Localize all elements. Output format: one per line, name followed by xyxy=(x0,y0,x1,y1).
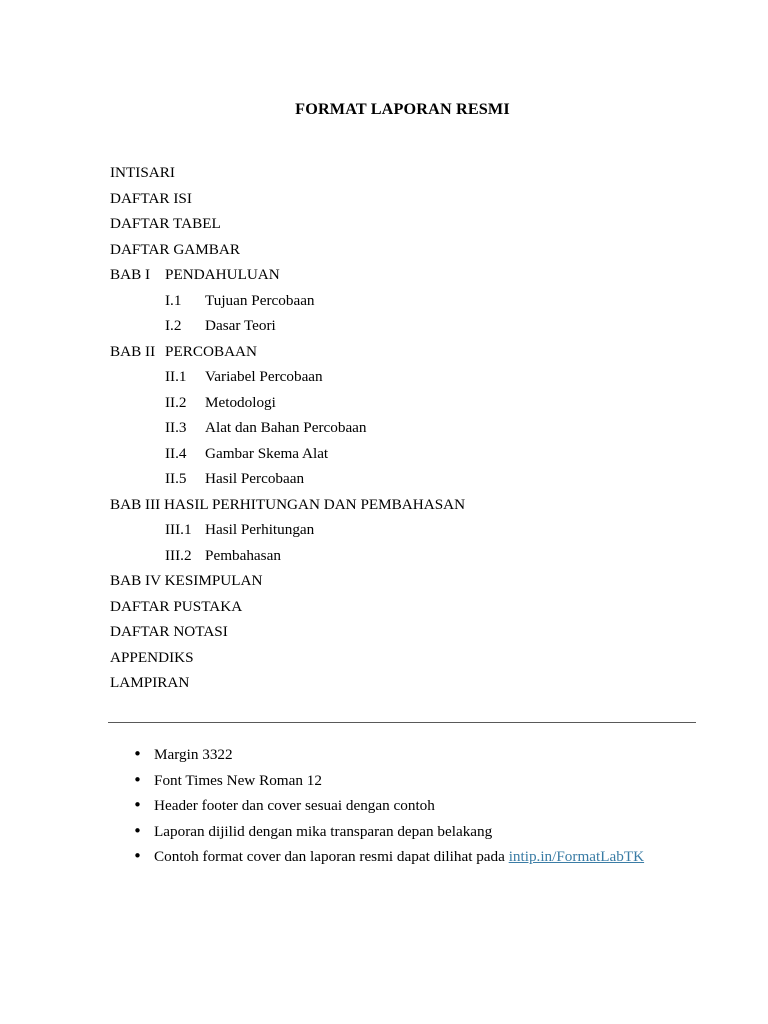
notes-bullet-list xyxy=(128,742,728,870)
toc-entry-title: Metodologi xyxy=(205,393,276,411)
toc-entry-title: Hasil Percobaan xyxy=(205,470,305,487)
toc-entry-text: BAB IV KESIMPULAN xyxy=(110,572,263,589)
bullet-icon: • xyxy=(133,745,142,763)
toc-entry-title: Pembahasan xyxy=(205,546,281,564)
toc-entry-title: Tujuan Percobaan xyxy=(205,291,315,309)
table-of-contents xyxy=(110,160,710,696)
note-item xyxy=(128,819,728,845)
page-title: FORMAT LAPORAN RESMI xyxy=(295,100,510,118)
toc-entry-number: III.1 xyxy=(165,521,192,538)
toc-entry-title: Dasar Teori xyxy=(205,317,276,334)
note-text: Contoh format cover dan laporan resmi dapat dilihat pada xyxy=(154,848,509,865)
toc-entry-number: II.3 xyxy=(165,419,187,436)
toc-entry xyxy=(110,517,710,543)
toc-entry-number: I.2 xyxy=(165,317,182,334)
toc-chapter-label: BAB I xyxy=(110,266,151,283)
toc-entry-text: APPENDIKS xyxy=(110,648,194,666)
bullet-icon: • xyxy=(133,847,142,865)
toc-entry xyxy=(110,211,710,237)
toc-entry xyxy=(110,390,710,416)
note-hyperlink[interactable]: intip.in/FormatLabTK xyxy=(508,848,645,865)
toc-entry xyxy=(110,339,710,365)
note-text: Header footer dan cover sesuai dengan contoh xyxy=(154,797,435,814)
toc-entry xyxy=(110,237,710,263)
note-item xyxy=(128,844,728,870)
note-item xyxy=(128,768,728,794)
toc-entry xyxy=(110,415,710,441)
toc-entry-number: I.1 xyxy=(165,291,182,309)
note-item xyxy=(128,742,728,768)
toc-entry xyxy=(110,288,710,314)
toc-entry-title: Hasil Perhitungan xyxy=(205,521,315,538)
toc-entry xyxy=(110,543,710,569)
toc-entry-text: INTISARI xyxy=(110,164,175,181)
toc-chapter-title: PERCOBAAN xyxy=(165,342,257,360)
bullet-icon: • xyxy=(133,770,142,789)
toc-entry xyxy=(110,160,710,186)
toc-entry xyxy=(110,568,710,594)
toc-entry xyxy=(110,441,710,467)
toc-chapter-title: PENDAHULUAN xyxy=(165,266,280,283)
note-item xyxy=(128,793,728,819)
toc-entry-text: DAFTAR PUSTAKA xyxy=(110,597,243,615)
toc-entry-number: II.2 xyxy=(165,393,187,411)
toc-entry xyxy=(110,186,710,212)
toc-chapter-label: BAB II xyxy=(110,342,156,360)
toc-entry-text: DAFTAR ISI xyxy=(110,189,192,207)
toc-entry xyxy=(110,364,710,390)
toc-entry-number: II.5 xyxy=(165,470,187,487)
toc-entry xyxy=(110,619,710,645)
toc-entry-text: DAFTAR NOTASI xyxy=(110,623,228,640)
toc-entry-text: BAB III HASIL PERHITUNGAN DAN PEMBAHASAN xyxy=(110,495,466,513)
note-text: Laporan dijilid dengan mika transparan depan belakang xyxy=(154,822,493,840)
toc-entry-text: LAMPIRAN xyxy=(110,674,190,691)
toc-entry-number: III.2 xyxy=(165,546,192,564)
bullet-icon: • xyxy=(133,821,142,840)
toc-entry-text: DAFTAR GAMBAR xyxy=(110,240,241,258)
toc-entry xyxy=(110,645,710,671)
toc-entry xyxy=(110,262,710,288)
toc-entry-title: Gambar Skema Alat xyxy=(205,444,329,462)
bullet-icon: • xyxy=(133,796,142,814)
note-text: Margin 3322 xyxy=(154,746,233,763)
toc-entry-title: Variabel Percobaan xyxy=(205,368,323,385)
section-divider xyxy=(108,722,696,723)
toc-entry xyxy=(110,594,710,620)
toc-entry xyxy=(110,670,710,696)
toc-entry-text: DAFTAR TABEL xyxy=(110,215,221,232)
toc-entry xyxy=(110,492,710,518)
toc-entry-number: II.1 xyxy=(165,368,187,385)
toc-entry xyxy=(110,313,710,339)
toc-entry xyxy=(110,466,710,492)
toc-entry-number: II.4 xyxy=(165,444,187,462)
toc-entry-title: Alat dan Bahan Percobaan xyxy=(205,419,367,436)
note-text: Font Times New Roman 12 xyxy=(154,771,322,789)
